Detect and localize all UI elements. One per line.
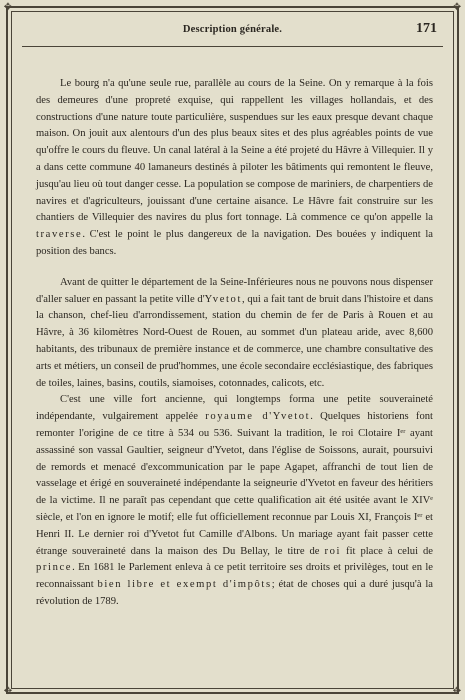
running-title: Description générale.: [182, 24, 283, 35]
spaced-text-segment: royaume d'Yvetot: [205, 411, 311, 423]
paragraph: [36, 275, 433, 393]
text-segment: , qui a fait tant de bruit dans l'histoire et dans la chanson, chef-lieu d'arrondissement, station du chemin de fer de Paris à Rouen et au Hâvre, à 36 kilomètres Nord-Ouest de Rouen, au sommet d'un plateau aride, avec 8,600 habitants, des tribunaux de première instance et de commerce, une chambre consultative des arts et métiers, un conseil de prud'hommes, une école secondaire ecclésiastique, des fabriques de toiles, laines, basins, coutils, siamoises, cotonnades, calicots, etc.: [36, 293, 433, 389]
corner-ornament-icon: ✥: [3, 686, 13, 697]
text-segment: . C'est le point le plus dangereux de la navigation. Des bouées y indiquent la position des bancs.: [36, 229, 433, 257]
text-segment: fit place à celui de: [341, 545, 434, 557]
paragraph: [36, 76, 433, 261]
spaced-text-segment: bien libre et exempt d'impôts: [97, 579, 272, 591]
spaced-text-segment: roi: [324, 545, 342, 557]
text-segment: ; état de choses qui a duré jusqu'à la révolution de 1789.: [36, 579, 433, 607]
text-segment: . Quelques historiens font remonter l'origine de ce titre à 534 ou 536. Suivant la tradition, le roi Clotaire Iᵉʳ ayant assassiné son vassal Gaultier, seigneur d'Yvetot, dans l'église de Soissons, aurait, poursuivi de remords et menacé d'excommunication par le pape Agapet, affranchi de tout lien de vasselage et érigé en souveraineté indépendante la seigneurie d'Yvetot en faveur des héritiers de la victime. Il ne paraît pas cependant que cette qualification ait été usitée avant le XIVᵉ siècle, et l'on en ignore le motif; elle fut officiellement reconnue par Louis XI, François Iᵉʳ et Henri II. Le dernier roi d'Yvetot fut Camille d'Albons. Un mariage ayant fait passer cette étrange souveraineté dans la maison des Du Bellay, le titre de: [36, 411, 433, 557]
header-rule: [22, 46, 443, 47]
corner-ornament-icon: ✥: [452, 2, 462, 13]
text-segment: Le bourg n'a qu'une seule rue, parallèle au cours de la Seine. On y remarque à la fois des demeures d'une propreté exquise, qui rappellent les villages hollandais, et des constructions d'une nature toute particulière, suspendues sur les eaux presque devant chaque maison. On jouit aux alentours d'un des plus beaux sites et des plus agréables points de vue qu'offre le cours du fleuve. Un canal latéral à la Seine a été projeté du Hâvre à Villequier. Il y a dans cette commune 40 lamaneurs destinés à piloter les bâtiments qui remontent le fleuve, jusqu'au lieu où tout danger cesse. La population se compose de mariniers, de charpentiers de navires et d'agriculteurs, jouissant d'une certaine aisance. Le Hâvre fait construire sur les chantiers de Villequier des navires du plus fort tonnage. Là commence ce qu'on appelle la: [36, 78, 433, 224]
page-number: 171: [416, 21, 437, 36]
body-text: [36, 76, 433, 611]
spaced-text-segment: Yvetot: [204, 293, 242, 305]
corner-ornament-icon: ✥: [452, 686, 462, 697]
spaced-text-segment: traverse: [36, 229, 83, 241]
text-segment: Avant de quitter le département de la Seine-Inférieures nous ne pouvons nous dispenser d'aller saluer en passant la petite ville d': [36, 276, 433, 305]
text-segment: . En 1681 le Parlement enleva à ce petit territoire ses droits et privilèges, tout en le reconnaissant: [36, 562, 433, 591]
running-header: [22, 20, 443, 44]
spaced-text-segment: prince: [36, 562, 73, 574]
paragraph: [36, 392, 433, 610]
text-segment: C'est une ville fort ancienne, qui longtemps forma une petite souveraineté indépendante, vulgairement appelée: [36, 394, 433, 423]
corner-ornament-icon: ✥: [3, 2, 13, 13]
